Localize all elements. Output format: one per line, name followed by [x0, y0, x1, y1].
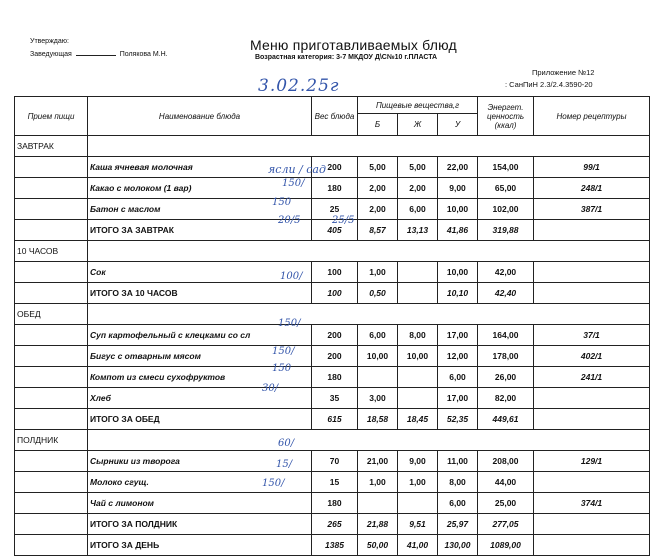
total-carbs: 10,10: [438, 283, 478, 304]
dish-carbs: 6,00: [438, 367, 478, 388]
day-total-protein: 50,00: [358, 535, 398, 556]
dish-kcal: 82,00: [478, 388, 534, 409]
meal-cell: [15, 157, 88, 178]
dish-recipe: 37/1: [534, 325, 650, 346]
total-weight: 615: [312, 409, 358, 430]
dish-fat: [398, 493, 438, 514]
meal-cell: [15, 178, 88, 199]
dish-name: Бигус с отварным мясом: [88, 346, 312, 367]
handwritten-group-note: ясли / сад: [268, 163, 326, 176]
dish-recipe: 374/1: [534, 493, 650, 514]
dish-kcal: 26,00: [478, 367, 534, 388]
dish-row: [15, 493, 650, 514]
day-total-kcal: 1089,00: [478, 535, 534, 556]
total-weight: 265: [312, 514, 358, 535]
section-filler: [88, 430, 650, 451]
dish-kcal: 42,00: [478, 262, 534, 283]
dish-fat: [398, 388, 438, 409]
dish-weight: 200: [312, 157, 358, 178]
section-name: ПОЛДНИК: [15, 430, 88, 451]
total-carbs: 52,35: [438, 409, 478, 430]
section-row: [15, 304, 650, 325]
section-name: ЗАВТРАК: [15, 136, 88, 157]
handwritten-porridge: 150/: [282, 178, 305, 189]
total-label: ИТОГО ЗА ПОЛДНИК: [88, 514, 312, 535]
total-protein: 8,57: [358, 220, 398, 241]
dish-weight: 180: [312, 367, 358, 388]
dish-protein: 6,00: [358, 325, 398, 346]
total-protein: 21,88: [358, 514, 398, 535]
dish-name: Сок: [88, 262, 312, 283]
dish-name: Какао с молоком (1 вар): [88, 178, 312, 199]
dish-fat: 8,00: [398, 325, 438, 346]
handwritten-bread: 30/: [262, 383, 279, 394]
total-fat: [398, 283, 438, 304]
dish-weight: 35: [312, 388, 358, 409]
dish-protein: 5,00: [358, 157, 398, 178]
meal-cell: [15, 325, 88, 346]
dish-row: [15, 367, 650, 388]
meal-cell: [15, 388, 88, 409]
total-weight: 405: [312, 220, 358, 241]
header-u: У: [438, 114, 478, 136]
dish-weight: 15: [312, 472, 358, 493]
meal-cell: [15, 409, 88, 430]
total-carbs: 25,97: [438, 514, 478, 535]
dish-recipe: [534, 388, 650, 409]
total-recipe: [534, 514, 650, 535]
header-energy: Энергет. ценность (ккал): [478, 97, 534, 136]
dish-weight: 70: [312, 451, 358, 472]
dish-row: [15, 346, 650, 367]
total-row: [15, 283, 650, 304]
dish-recipe: 241/1: [534, 367, 650, 388]
menu-body: [15, 136, 650, 556]
total-fat: 13,13: [398, 220, 438, 241]
handwritten-soup: 150/: [278, 318, 301, 329]
total-recipe: [534, 220, 650, 241]
header-b: Б: [358, 114, 398, 136]
page-title: Меню приготавливаемых блюд: [250, 37, 457, 53]
dish-recipe: 99/1: [534, 157, 650, 178]
total-label: ИТОГО ЗА ОБЕД: [88, 409, 312, 430]
dish-row: [15, 157, 650, 178]
dish-fat: 1,00: [398, 472, 438, 493]
total-label: ИТОГО ЗА 10 ЧАСОВ: [88, 283, 312, 304]
meal-cell: [15, 535, 88, 556]
dish-fat: [398, 367, 438, 388]
handwritten-compote: 150: [272, 363, 292, 374]
dish-name: Каша ячневая молочная: [88, 157, 312, 178]
section-filler: [88, 136, 650, 157]
meal-cell: [15, 346, 88, 367]
dish-protein: 1,00: [358, 472, 398, 493]
header-weight: Вес блюда: [312, 97, 358, 136]
dish-fat: 5,00: [398, 157, 438, 178]
handwritten-milk: 15/: [276, 459, 293, 470]
header-meal: Прием пищи: [15, 97, 88, 136]
total-fat: 18,45: [398, 409, 438, 430]
total-protein: 18,58: [358, 409, 398, 430]
total-kcal: 319,88: [478, 220, 534, 241]
handwritten-bigus: 150/: [272, 346, 295, 357]
dish-kcal: 25,00: [478, 493, 534, 514]
total-recipe: [534, 409, 650, 430]
dish-fat: 2,00: [398, 178, 438, 199]
dish-kcal: 164,00: [478, 325, 534, 346]
dish-protein: 3,00: [358, 388, 398, 409]
meal-cell: [15, 451, 88, 472]
dish-name: Чай с лимоном: [88, 493, 312, 514]
dish-carbs: 17,00: [438, 388, 478, 409]
dish-kcal: 154,00: [478, 157, 534, 178]
dish-weight: 200: [312, 346, 358, 367]
header-row: [15, 97, 650, 114]
appendix-label: Приложение №12: [532, 68, 595, 77]
dish-name: Молоко сгущ.: [88, 472, 312, 493]
dish-name: Батон с маслом: [88, 199, 312, 220]
dish-kcal: 102,00: [478, 199, 534, 220]
dish-weight: 25: [312, 199, 358, 220]
day-total-fat: 41,00: [398, 535, 438, 556]
dish-recipe: 248/1: [534, 178, 650, 199]
dish-name: Хлеб: [88, 388, 312, 409]
total-label: ИТОГО ЗА ЗАВТРАК: [88, 220, 312, 241]
header-recipe: Номер рецептуры: [534, 97, 650, 136]
dish-fat: 6,00: [398, 199, 438, 220]
meal-cell: [15, 283, 88, 304]
dish-carbs: 8,00: [438, 472, 478, 493]
header-nutrients: Пищевые вещества,г: [358, 97, 478, 114]
approval-label: Утверждаю:: [30, 38, 69, 45]
dish-row: [15, 451, 650, 472]
dish-name: Компот из смеси сухофруктов: [88, 367, 312, 388]
dish-carbs: 17,00: [438, 325, 478, 346]
total-fat: 9,51: [398, 514, 438, 535]
section-row: [15, 241, 650, 262]
dish-carbs: 11,00: [438, 451, 478, 472]
total-row: [15, 514, 650, 535]
dish-protein: 21,00: [358, 451, 398, 472]
total-protein: 0,50: [358, 283, 398, 304]
dish-recipe: [534, 472, 650, 493]
total-weight: 100: [312, 283, 358, 304]
handwritten-bread-butter: 20/5: [278, 215, 301, 226]
dish-protein: 2,00: [358, 199, 398, 220]
dish-protein: [358, 367, 398, 388]
dish-recipe: 129/1: [534, 451, 650, 472]
header-zh: Ж: [398, 114, 438, 136]
dish-fat: 9,00: [398, 451, 438, 472]
meal-cell: [15, 220, 88, 241]
signature-line: [76, 48, 116, 56]
meal-cell: [15, 262, 88, 283]
handwritten-juice: 100/: [280, 271, 303, 282]
total-recipe: [534, 283, 650, 304]
dish-kcal: 65,00: [478, 178, 534, 199]
day-total-carbs: 130,00: [438, 535, 478, 556]
dish-recipe: 387/1: [534, 199, 650, 220]
dish-carbs: 6,00: [438, 493, 478, 514]
dish-weight: 200: [312, 325, 358, 346]
total-kcal: 449,61: [478, 409, 534, 430]
section-name: 10 ЧАСОВ: [15, 241, 88, 262]
dish-row: [15, 388, 650, 409]
dish-kcal: 44,00: [478, 472, 534, 493]
approval-block: [30, 36, 168, 61]
dish-recipe: [534, 262, 650, 283]
dish-carbs: 10,00: [438, 199, 478, 220]
section-row: [15, 430, 650, 451]
section-row: [15, 136, 650, 157]
dish-protein: [358, 493, 398, 514]
day-total-recipe: [534, 535, 650, 556]
handwritten-tea: 150/: [262, 478, 285, 489]
meal-cell: [15, 199, 88, 220]
dish-carbs: 12,00: [438, 346, 478, 367]
day-total-label: ИТОГО ЗА ДЕНЬ: [88, 535, 312, 556]
dish-row: [15, 262, 650, 283]
page-subtitle: Возрастная категория: 3-7 МКДОУ Д\С№10 г.ПЛАСТА: [255, 54, 438, 61]
dish-weight: 180: [312, 493, 358, 514]
dish-carbs: 10,00: [438, 262, 478, 283]
dish-carbs: 22,00: [438, 157, 478, 178]
meal-cell: [15, 472, 88, 493]
section-filler: [88, 304, 650, 325]
day-total-row: [15, 535, 650, 556]
day-total-weight: 1385: [312, 535, 358, 556]
approval-line: [30, 48, 168, 61]
dish-name: Сырники из творога: [88, 451, 312, 472]
dish-row: [15, 178, 650, 199]
approval-name: Полякова М.Н.: [119, 51, 168, 58]
section-filler: [88, 241, 650, 262]
dish-carbs: 9,00: [438, 178, 478, 199]
handwritten-syrniki: 60/: [278, 438, 295, 449]
dish-fat: 10,00: [398, 346, 438, 367]
total-carbs: 41,86: [438, 220, 478, 241]
dish-weight: 180: [312, 178, 358, 199]
dish-fat: [398, 262, 438, 283]
dish-protein: 10,00: [358, 346, 398, 367]
total-kcal: 42,40: [478, 283, 534, 304]
dish-protein: 1,00: [358, 262, 398, 283]
dish-kcal: 178,00: [478, 346, 534, 367]
meal-cell: [15, 367, 88, 388]
dish-protein: 2,00: [358, 178, 398, 199]
approval-position: Заведующая: [30, 51, 72, 58]
meal-cell: [15, 493, 88, 514]
dish-recipe: 402/1: [534, 346, 650, 367]
total-row: [15, 409, 650, 430]
handwritten-cocoa: 150: [272, 197, 292, 208]
total-kcal: 277,05: [478, 514, 534, 535]
handwritten-bread-butter-2: 25/5: [332, 215, 355, 226]
menu-table: [14, 96, 650, 556]
dish-kcal: 208,00: [478, 451, 534, 472]
sanpin-label: : СанПиН 2.3/2.4.3590-20: [505, 80, 593, 89]
dish-weight: 100: [312, 262, 358, 283]
dish-row: [15, 472, 650, 493]
dish-row: [15, 325, 650, 346]
dish-name: Суп картофельный с клецками со сл: [88, 325, 312, 346]
header-dish: Наименование блюда: [88, 97, 312, 136]
handwritten-date: 3.02.25г: [258, 76, 340, 96]
meal-cell: [15, 514, 88, 535]
section-name: ОБЕД: [15, 304, 88, 325]
